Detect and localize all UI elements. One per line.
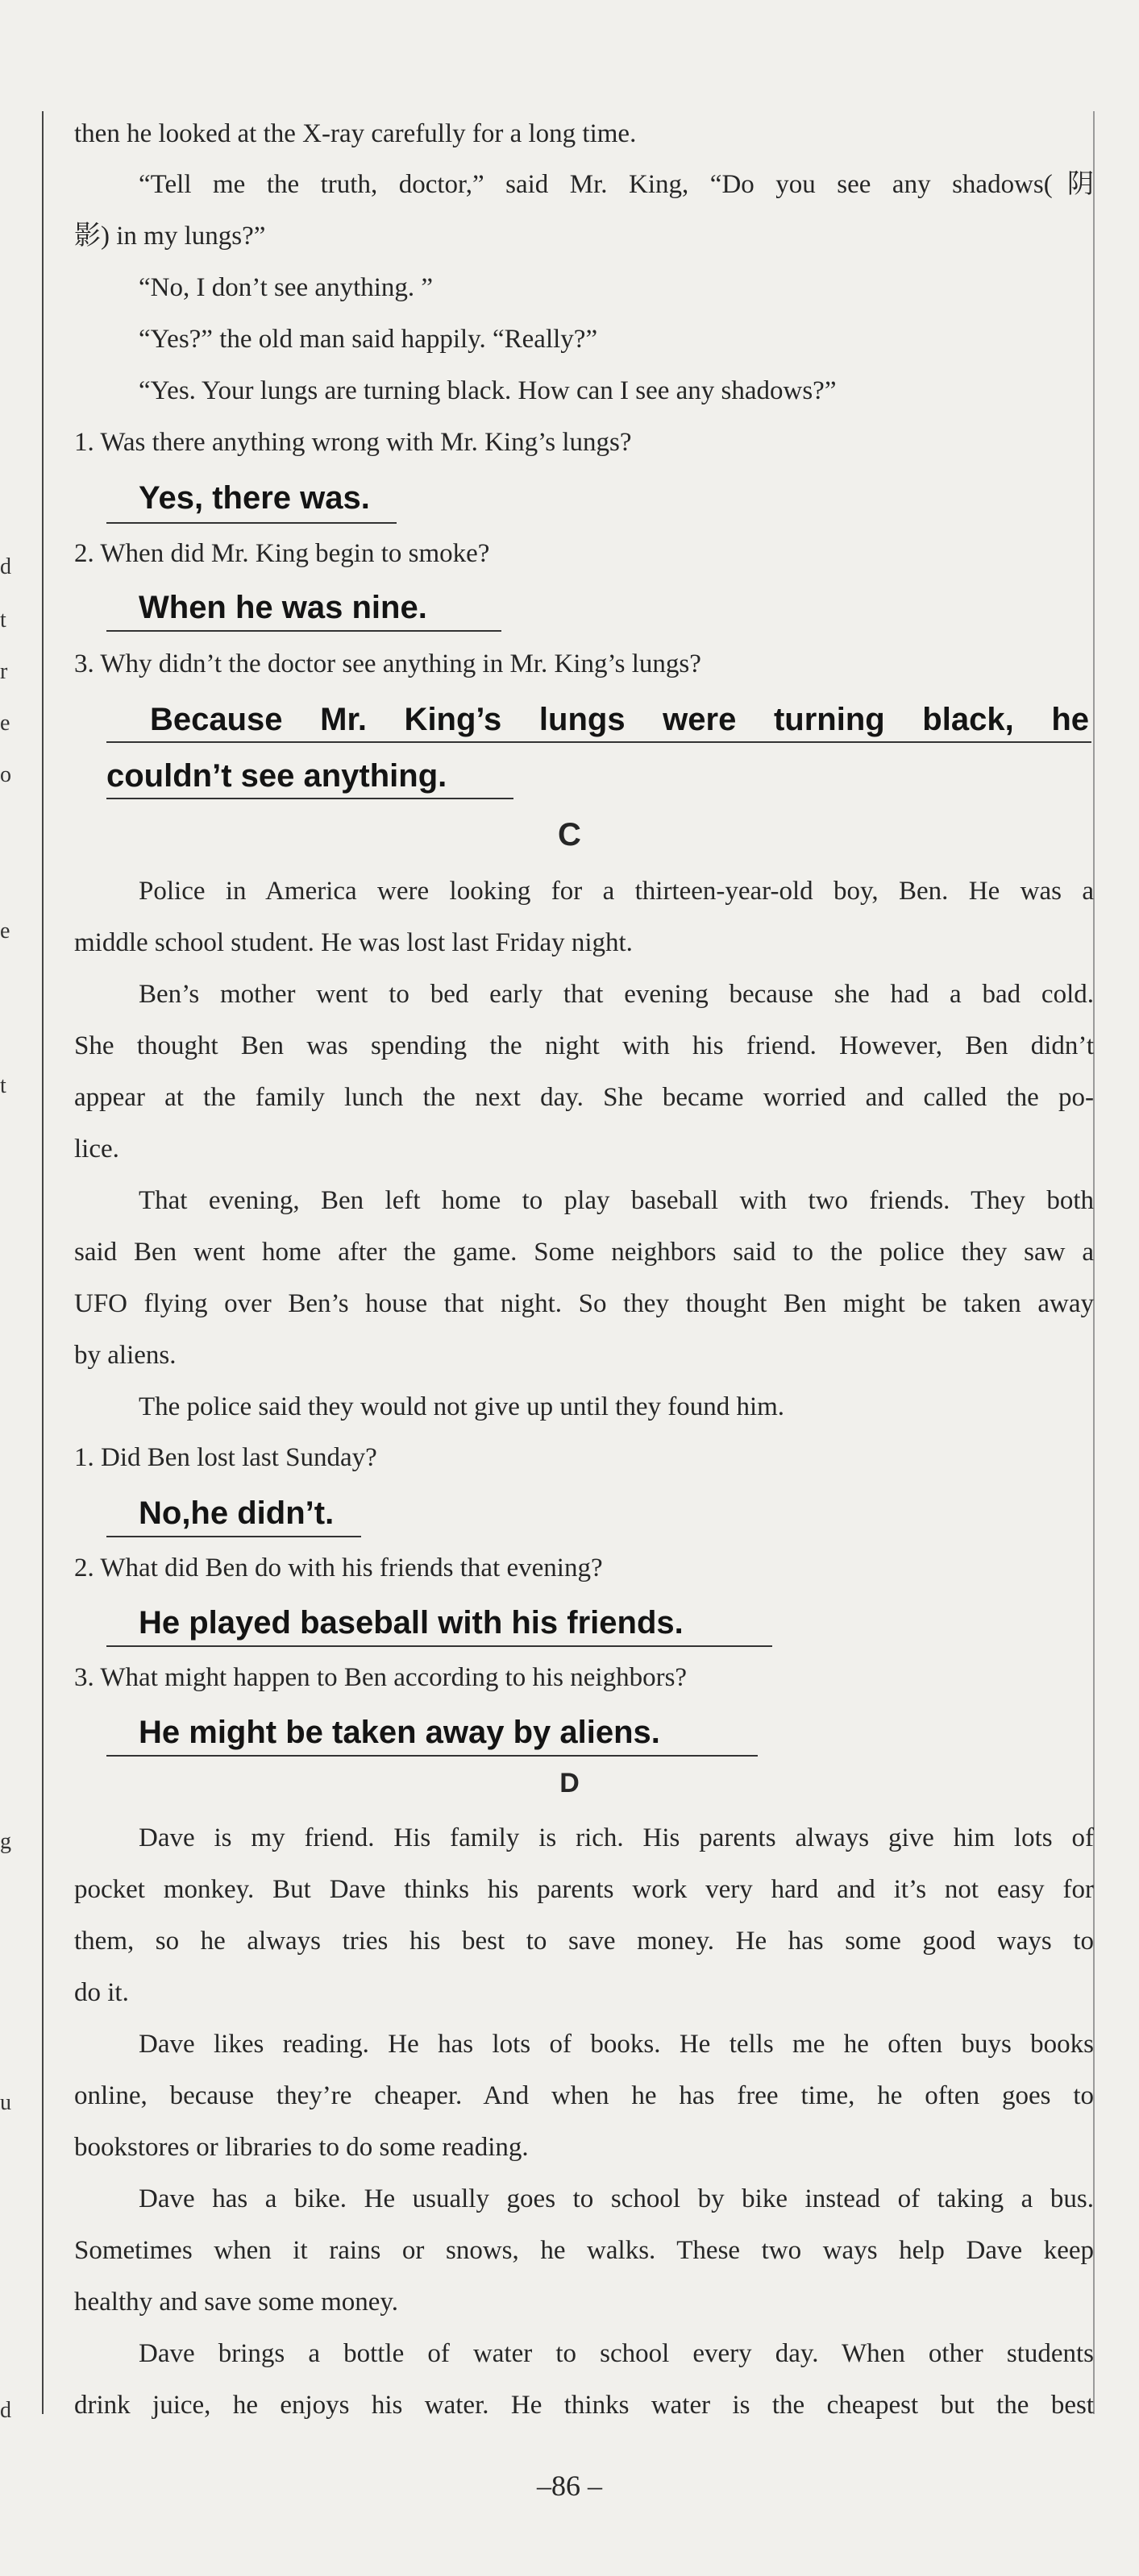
passage-b-line: “Yes. Your lungs are turning black. How can I see any shadows?” [139,376,837,405]
passage-c-line: middle school student. He was lost last Friday night. [74,928,633,957]
question: 2. What did Ben do with his friends that evening? [74,1553,603,1583]
passage-d-line: Sometimes when it rains or snows, he walks. These two ways help Dave keep [74,2236,1094,2265]
margin-letter: o [0,762,11,787]
answer-line [106,1645,772,1647]
handwritten-answer: When he was nine. [139,590,427,625]
handwritten-answer: Yes, there was. [139,480,370,516]
margin-letter: u [0,2090,11,2115]
passage-d-line: pocket monkey. But Dave thinks his parents work very hard and it’s not easy for [74,1875,1094,1904]
passage-d-line: drink juice, he enjoys his water. He thinks water is the cheapest but the best [74,2391,1094,2420]
margin-letter: r [0,659,8,684]
section-heading-d: D [559,1768,580,1798]
answer-line [106,1755,758,1757]
passage-d-line: do it. [74,1978,129,2007]
passage-b-line: “Tell me the truth, doctor,” said Mr. King, “Do you see any shadows(阴 [139,170,1094,199]
handwritten-answer: He might be taken away by aliens. [139,1715,660,1750]
page-number: –86 – [537,2470,602,2502]
passage-c-line: said Ben went home after the game. Some neighbors said to the police they saw a [74,1238,1094,1267]
passage-d-line: Dave brings a bottle of water to school every day. When other students [139,2339,1094,2368]
question: 2. When did Mr. King begin to smoke? [74,539,490,568]
question: 1. Did Ben lost last Sunday? [74,1443,377,1472]
passage-c-line: She thought Ben was spending the night with his friend. However, Ben didn’t [74,1031,1094,1060]
margin-letter: t [0,1073,6,1098]
handwritten-answer: No,he didn’t. [139,1495,335,1531]
section-heading-c: C [558,817,581,852]
passage-c-line: Police in America were looking for a thirteen-year-old boy, Ben. He was a [139,877,1094,906]
margin-letter: e [0,919,10,944]
handwritten-answer: couldn’t see anything. [106,758,447,794]
passage-b-line: “No, I don’t see anything. ” [139,273,434,302]
passage-c-line: appear at the family lunch the next day. She became worried and called the po- [74,1083,1094,1112]
handwritten-answer: He played baseball with his friends. [139,1605,684,1641]
margin-letter: g [0,1829,11,1854]
question: 1. Was there anything wrong with Mr. King’s lungs? [74,428,632,457]
passage-d-line: online, because they’re cheaper. And when he has free time, he often goes to [74,2081,1094,2110]
passage-b-line: “Yes?” the old man said happily. “Really?” [139,325,598,354]
passage-c-line: by aliens. [74,1341,177,1370]
passage-b-line: 影) in my lungs?” [74,222,266,251]
passage-d-line: healthy and save some money. [74,2288,398,2317]
passage-c-line: Ben’s mother went to bed early that evening because she had a bad cold. [139,980,1094,1009]
answer-line [106,1536,361,1537]
passage-b-line: then he looked at the X-ray carefully for a long time. [74,119,637,148]
passage-d-line: them, so he always tries his best to save money. He has some good ways to [74,1927,1094,1956]
question: 3. What might happen to Ben according to his neighbors? [74,1663,688,1692]
passage-d-line: Dave likes reading. He has lots of books. He tells me he often buys books [139,2030,1094,2059]
passage-c-line: lice. [74,1135,119,1164]
left-margin-rule [42,111,44,2414]
passage-d-line: Dave is my friend. His family is rich. His parents always give him lots of [139,1823,1094,1852]
margin-letter: t [0,608,6,633]
question: 3. Why didn’t the doctor see anything in Mr. King’s lungs? [74,649,701,678]
answer-line [106,522,397,524]
answer-line [106,798,513,799]
handwritten-answer: Because Mr. King’s lungs were turning black, he [150,702,1089,737]
passage-d-line: bookstores or libraries to do some reading. [74,2133,529,2162]
passage-d-line: Dave has a bike. He usually goes to school by bike instead of taking a bus. [139,2184,1094,2213]
answer-line [106,741,1091,743]
margin-letter: d [0,2398,11,2423]
answer-line [106,630,501,632]
margin-letter: e [0,711,10,736]
passage-c-line: UFO flying over Ben’s house that night. So they thought Ben might be taken away [74,1289,1094,1318]
margin-letter: d [0,554,11,579]
passage-c-line: That evening, Ben left home to play baseball with two friends. They both [139,1186,1094,1215]
passage-c-line: The police said they would not give up until they found him. [139,1392,785,1421]
